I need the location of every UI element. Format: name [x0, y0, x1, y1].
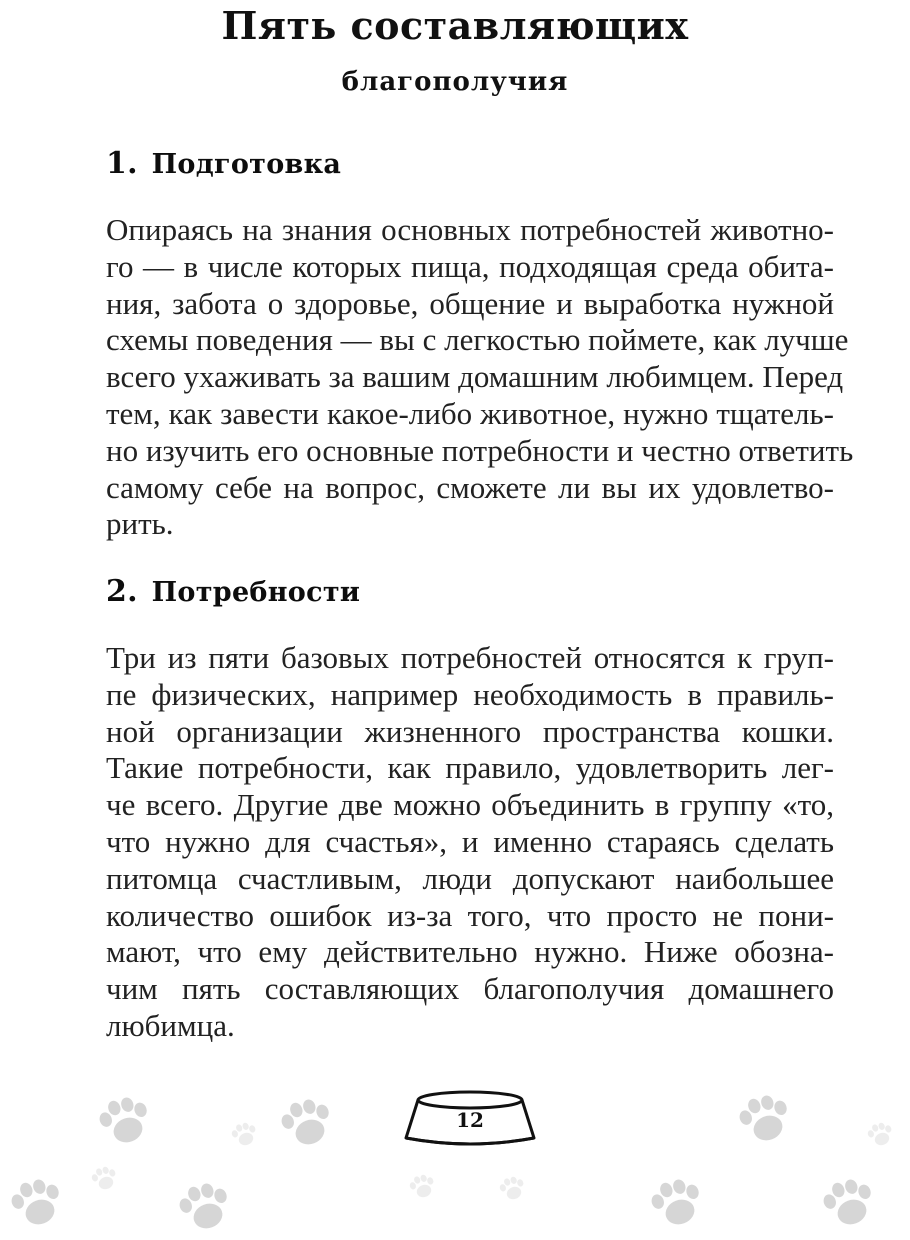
paw-print-icon [226, 1118, 266, 1150]
section-number: 1. [106, 146, 138, 181]
text-line: самому себе на вопрос, сможете ли вы их удовлетво- [106, 469, 834, 505]
text-line: что нужно для счастья», и именно стараясь сделать [106, 823, 834, 859]
paw-print-icon [728, 1088, 808, 1148]
section-title: Подготовка [151, 149, 342, 180]
text-line: Такие потребности, как правило, удовлетворить лег- [106, 750, 834, 786]
section-title: Потребности [151, 577, 361, 608]
text-line: Три из пяти базовых потребностей относятся к груп- [106, 640, 834, 675]
paw-print-icon [862, 1118, 902, 1150]
paw-print-icon [88, 1090, 168, 1150]
paw-print-icon [270, 1092, 350, 1152]
paw-print-icon [494, 1172, 534, 1204]
text-line: пе физических, например необходимость в правиль- [106, 676, 834, 712]
page-title-line-2: благополучия [341, 67, 569, 97]
paw-print-icon [640, 1172, 720, 1232]
text-line: рить. [106, 506, 174, 542]
text-line: ния, забота о здоровье, общение и выработка нужной [106, 285, 834, 321]
text-line: всего ухаживать за вашим домашним любимцем. Перед [106, 359, 844, 395]
text-line: любимца. [106, 1007, 235, 1043]
paw-print-icon [812, 1172, 892, 1232]
text-line: мают, что ему действительно нужно. Ниже обозна- [106, 934, 834, 970]
page-number: 12 [456, 1108, 484, 1132]
text-line: но изучить его основные потребности и честно ответить [106, 432, 854, 468]
text-line: че всего. Другие две можно объединить в группу «то, [106, 787, 834, 823]
section-number: 2. [106, 574, 138, 609]
section-heading-needs [106, 574, 360, 609]
text-line: тем, как завести какое-либо животное, нужно тщатель- [106, 395, 834, 431]
text-line: количество ошибок из-за того, что просто не пони- [106, 897, 834, 933]
section-heading-preparation [106, 146, 341, 181]
paw-print-icon [86, 1162, 126, 1194]
paw-print-icon [168, 1176, 248, 1236]
page-title-line-1: Пять составляющих [221, 3, 689, 48]
text-line: Опираясь на знания основных потребностей животно- [106, 212, 834, 247]
text-line: го — в числе которых пища, подходящая среда обита- [106, 248, 834, 284]
paw-print-icon [404, 1170, 444, 1202]
text-line: схемы поведения — вы с легкостью поймете, как лучше [106, 322, 849, 358]
paw-print-icon [0, 1172, 80, 1232]
text-line: питомца счастливым, люди допускают наибольшее [106, 860, 834, 896]
text-line: ной организации жизненного пространства кошки. [106, 713, 834, 749]
section-body-preparation [106, 212, 854, 543]
page-title [0, 2, 910, 102]
text-line: чим пять составляющих благополучия домашнего [106, 971, 834, 1007]
section-body-needs [106, 640, 834, 1045]
